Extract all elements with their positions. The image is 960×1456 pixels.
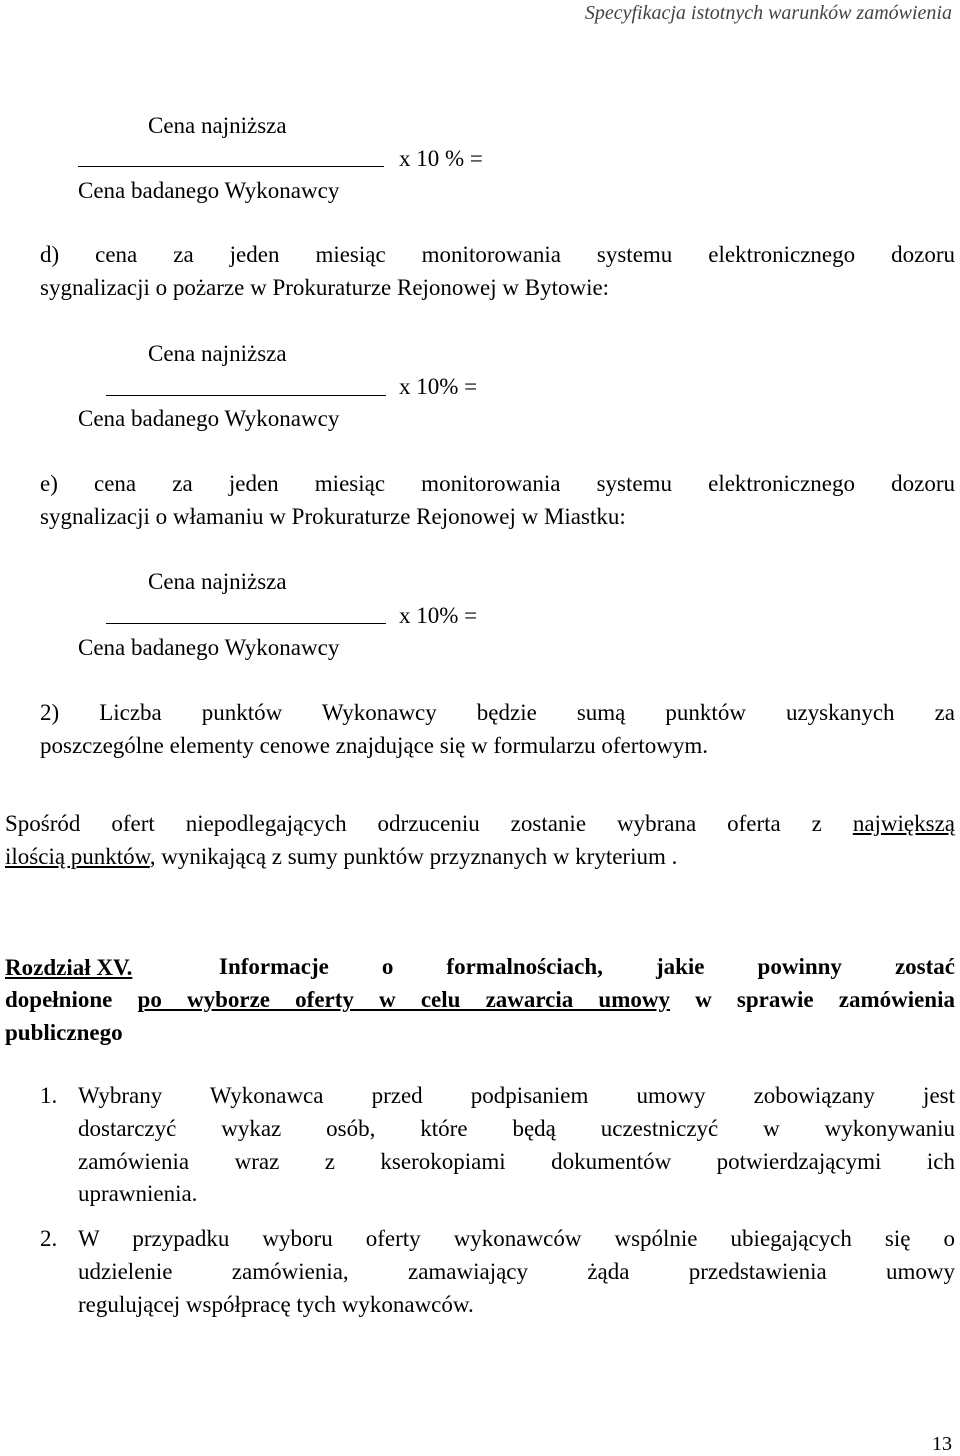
list-item-line: W przypadku wyboru oferty wykonawców wspólnie ubiegających się o <box>78 1226 955 1251</box>
fraction-line <box>106 395 386 396</box>
item-d-line-2: sygnalizacji o pożarze w Prokuraturze Rejonowej w Bytowie: <box>40 275 610 300</box>
list-item-line: dostarczyć wykaz osób, które będą uczestniczyć w wykonywaniu <box>78 1116 955 1141</box>
chapter-title-line-3: publicznego <box>5 1020 123 1045</box>
selection-line-2 <box>5 841 955 874</box>
selection-text-2: , wynikającą z sumy punktów przyznanych w kryterium . <box>149 844 678 869</box>
item-e-line-1: e) cena za jeden miesiąc monitorowania systemu elektronicznego dozoru <box>40 471 955 496</box>
item-e-line-2: sygnalizacji o włamaniu w Prokuraturze Rejonowej w Miastku: <box>40 504 626 529</box>
formula-denominator: Cena badanego Wykonawcy <box>78 406 340 431</box>
item-d-line-1: d) cena za jeden miesiąc monitorowania systemu elektronicznego dozoru <box>40 242 955 267</box>
formula-numerator: Cena najniższa <box>148 113 287 138</box>
fraction-line <box>106 623 386 624</box>
formula-denominator: Cena badanego Wykonawcy <box>78 635 340 660</box>
point-2-line-2: poszczególne elementy cenowe znajdujące się w formularzu ofertowym. <box>40 733 708 758</box>
selection-underlined-2: ilością punktów <box>5 844 150 869</box>
list-item-number: 2. <box>40 1226 58 1251</box>
list-item-line: Wybrany Wykonawca przed podpisaniem umowy zobowiązany jest <box>78 1083 955 1108</box>
list-item-line: udzielenie zamówienia, zamawiający żąda przedstawienia umowy <box>78 1259 955 1284</box>
formula-multiplier: x 10% = <box>399 374 478 399</box>
formula-multiplier: x 10 % = <box>399 146 483 171</box>
list-item-line: uprawnienia. <box>78 1181 198 1206</box>
list-item-line: zamówienia wraz z kserokopiami dokumentów potwierdzającymi ich <box>78 1149 955 1174</box>
formula-multiplier: x 10% = <box>399 603 478 628</box>
chapter-title-line-2 <box>5 984 955 1017</box>
fraction-line <box>78 166 384 167</box>
point-2-line-1: 2) Liczba punktów Wykonawcy będzie sumą punktów uzyskanych za <box>40 700 955 725</box>
selection-text: Spośród ofert niepodlegających odrzuceniu zostanie wybrana oferta z <box>5 811 853 836</box>
formula-numerator: Cena najniższa <box>148 569 287 594</box>
chapter-title-line-1: Informacje o formalnościach, jakie powinny zostać <box>219 954 955 979</box>
chapter-title-part-2: w sprawie zamówienia <box>670 987 955 1012</box>
list-item-line: regulującej współpracę tych wykonawców. <box>78 1292 474 1317</box>
chapter-label: Rozdział XV. <box>5 955 133 980</box>
list-item-number: 1. <box>40 1083 58 1108</box>
page-number: 13 <box>932 1433 952 1455</box>
formula-denominator: Cena badanego Wykonawcy <box>78 178 340 203</box>
selection-underlined: największą <box>852 811 955 836</box>
chapter-title-part: dopełnione <box>5 987 138 1012</box>
chapter-title-underlined: po wyborze oferty w celu zawarcia umowy <box>137 987 670 1012</box>
selection-line-1 <box>5 808 955 841</box>
formula-numerator: Cena najniższa <box>148 341 287 366</box>
page-header: Specyfikacja istotnych warunków zamówienia <box>584 2 952 24</box>
